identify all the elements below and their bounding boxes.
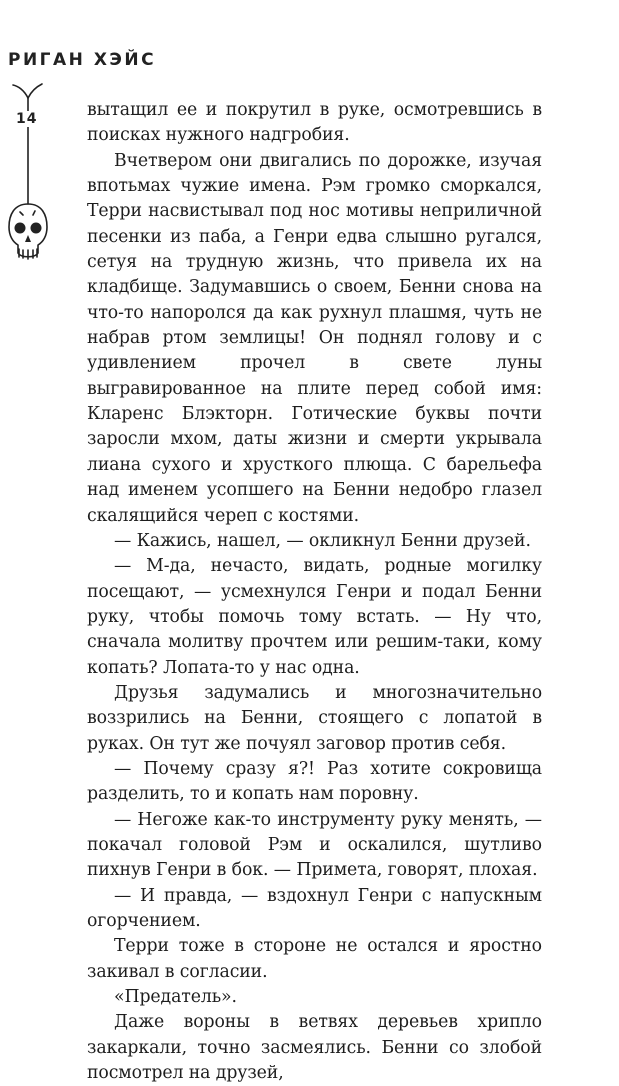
paragraph: — М-да, нечасто, видать, родные могилку посещают, — усмехнулся Генри и подал Бенни руку, чтобы помочь тому встать. — Ну что, сначала молитву прочтем или решим-таки, кому копать? Лопата-то у нас одна.: [87, 556, 542, 678]
page-number: 14: [16, 111, 38, 127]
paragraph: Даже вороны в ветвях деревьев хрипло закаркали, точно засмеялись. Бенни со злобой посмотрел на друзей,: [87, 1012, 542, 1084]
running-head: РИГАН ХЭЙС: [8, 50, 157, 70]
paragraph: Терри тоже в стороне не остался и яростно закивал в согласии.: [87, 936, 542, 982]
paragraph: — Негоже как-то инструменту руку менять, — покачал головой Рэм и оскалился, шутливо пихнув Генри в бок. — Примета, говорят, плохая.: [87, 809, 542, 881]
skull-on-thread-icon: [8, 78, 68, 288]
paragraph: Вчетвером они двигались по дорожке, изучая впотьмах чужие имена. Рэм громко сморкался, Терри насвистывал под нос мотивы неприличной песенки из паба, а Генри едва слышно ругался, сетуя на трудную жизнь, что привела их на кладбище. Задумавшись о своем, Бенни снова на что-то напоролся да как рухнул плашмя, чуть не набрав ртом землицы! Он поднял голову и с удивлением прочел в свете луны выгравированное на плите перед собой имя: Кларенс Блэкторн. Готические буквы почти заросли мхом, даты жизни и смерти укрывала лиана сухого и хрусткого плюща. С барельефа над именем усопшего на Бенни недобро глазел скалящийся череп с костями.: [87, 150, 542, 526]
paragraph: — Кажись, нашел, — окликнул Бенни друзей.: [114, 530, 531, 551]
paragraph: «Предатель».: [114, 987, 237, 1008]
paragraph: — Почему сразу я?! Раз хотите сокровища разделить, то и копать нам поровну.: [87, 758, 542, 805]
body-text: [87, 98, 542, 1086]
paragraph: вытащил ее и покрутил в руке, осмотревшись в поисках нужного надгробия.: [87, 100, 542, 146]
paragraph: — И правда, — вздохнул Генри с напускным огорчением.: [87, 885, 542, 931]
paragraph: Друзья задумались и многозначительно воззрились на Бенни, стоящего с лопатой в руках. Он тут же почуял заговор против себя.: [87, 682, 542, 754]
